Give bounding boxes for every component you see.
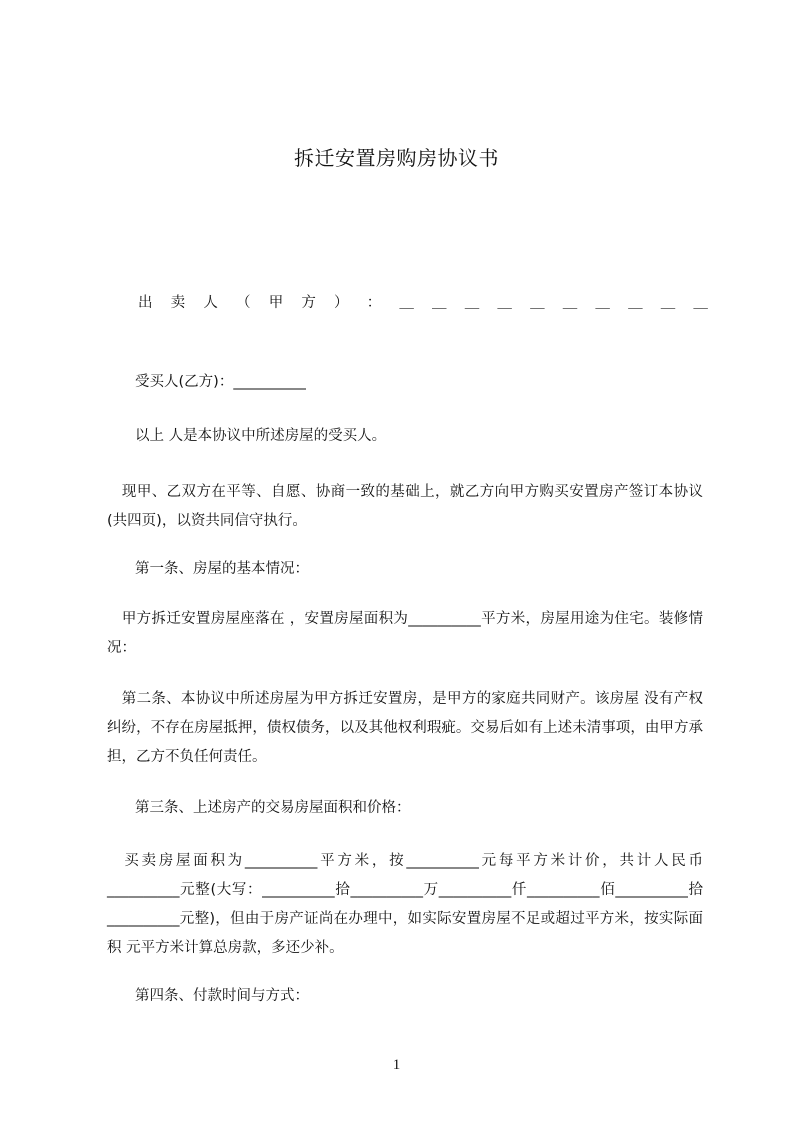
seller-line [138,292,708,314]
seller-blank: ＿ [693,295,708,311]
seller-blank: ＿ [432,295,447,311]
article1-body: 甲方拆迁安置房屋座落在 ，安置房屋面积为__________平方米，房屋用途为住宅。装修情况： [107,611,703,656]
seller-char: 卖 [170,295,186,311]
page-number: 1 [392,1057,401,1073]
seller-char: 出 [138,295,153,311]
article3-body: 买卖房屋面积为__________平方米，按__________元每平方米计价，共计人民币 __________元整(大写：__________拾__________万__________仟__________佰__________拾__________元整)，但由于房产证尚在办理中，如实际安置房屋不足或超过平方米，按实际面积 元平方米计算总房款，多还少补。 [107,853,703,956]
seller-char: ） [334,295,349,311]
seller-blank: ＿ [628,295,643,311]
article1-heading: 第一条、房屋的基本情况： [135,561,309,577]
article4-heading: 第四条、付款时间与方式： [135,988,309,1004]
seller-char: 方 [301,295,316,311]
parties-note: 以上 人是本协议中所述房屋的受买人。 [135,428,387,444]
preamble-paragraph: 现甲、乙双方在平等、自愿、协商一致的基础上，就乙方向甲方购买安置房产签订本协议(共四页)，以资共同信守执行。 [107,484,703,529]
seller-blank: ＿ [464,295,480,311]
article2-body: 第二条、本协议中所述房屋为甲方拆迁安置房，是甲方的家庭共同财产。该房屋 没有产权纠纷，不存在房屋抵押，债权债务，以及其他权利瑕疵。交易后如有上述未清事项，由甲方承担，乙方不负任何责任。 [107,691,703,765]
article3-heading: 第三条、上述房产的交易房屋面积和价格： [135,800,411,816]
buyer-line: 受买人(乙方)：__________ [135,374,306,390]
seller-blank: ＿ [399,295,414,311]
seller-char: ： [366,295,382,311]
seller-blank: ＿ [530,295,545,311]
seller-blank: ＿ [562,295,578,311]
seller-char: （ [236,295,251,311]
seller-blank: ＿ [497,295,512,311]
seller-char: 甲 [268,295,284,311]
document-title: 拆迁安置房购房协议书 [294,146,499,170]
seller-char: 人 [203,295,218,311]
seller-blank: ＿ [595,295,610,311]
seller-blank: ＿ [660,295,676,311]
